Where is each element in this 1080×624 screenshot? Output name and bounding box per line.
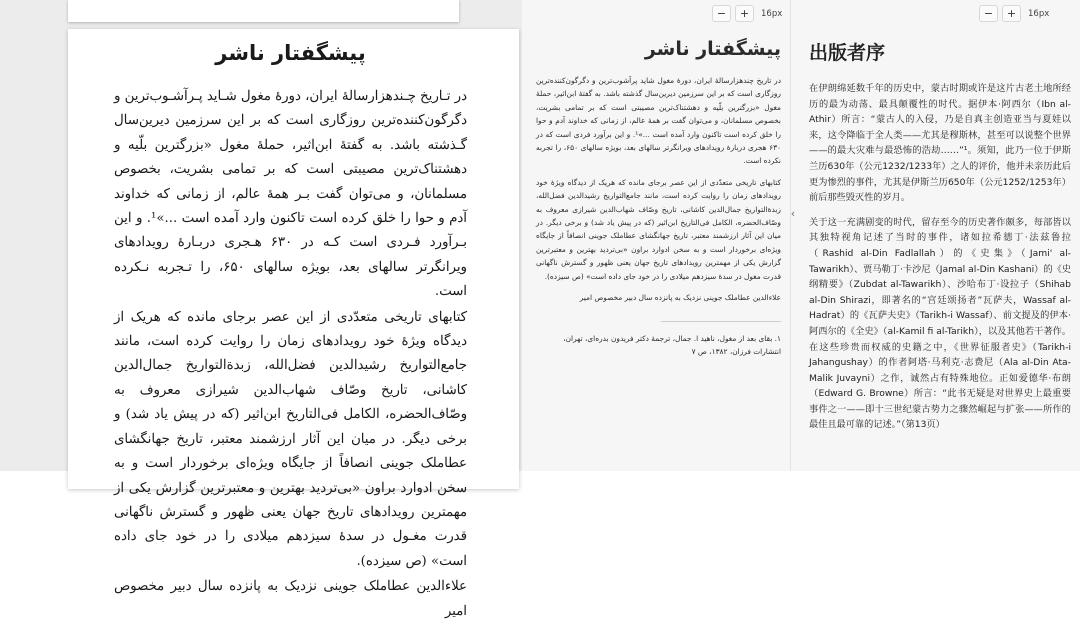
font-size-value: 16px bbox=[761, 8, 783, 19]
decrease-font-button[interactable]: − bbox=[979, 5, 998, 22]
persian-paragraph: در تاریخ چندهزارسالهٔ ایران، دورهٔ مغول شاید پرآشوب‌ترین و دگرگون‌کننده‌ترین روزگاری است که بر این سرزمین دیرین‌سال گذشته باشد. به گفتهٔ ابن‌اثیر، حملهٔ مغول «بزرگترین بلّیه و دهشتناک‌ترین مصیبتی است که بر تمامی بشریت، بخصوص مسلمانان، و می‌توان گفت بر همهٔ عالم، از زمانی که خداوند آدم و حوا را خلق کرده است تاکنون وارد آمده است ...»¹. و این برآورد فردی است که در ۶۳۰ هجری دربارهٔ رویدادهای ویرانگرتر سالهای بعد، بویژه سالهای ۶۵۰، را تجربه نکرده است. bbox=[536, 76, 782, 166]
scanned-page-viewer[interactable] bbox=[0, 0, 522, 619]
pane-splitter[interactable] bbox=[790, 0, 797, 471]
scan-page-title: پیشگفتار ناشر bbox=[215, 41, 366, 65]
decrease-font-button[interactable]: − bbox=[712, 5, 731, 22]
chinese-paragraph: 在伊朗绵延数千年的历史中，蒙古时期或许是这片古老土地所经历的最为动荡、最具颠覆性的时代。据伊本·阿西尔（Ibn al-Athir）所言：“蒙古人的入侵，乃是自真主创造亚当与夏娃以来，这令降临于全人类——尤其是穆斯林，甚至可以说整个世界——的最大灾难与最恐怖的浩劫……”¹。须知，此乃一位于伊斯兰历630年（公元1232/1233年）之人的评价，他并未亲历此后更为惨烈的事件，尤其是伊斯兰历650年（公元1252/1253年）前后那些毁灭性的岁月。 bbox=[809, 83, 1071, 204]
footnote-divider bbox=[661, 321, 781, 322]
chinese-paragraph: 关于这一充满剧变的时代，留存至今的历史著作颇多，每部皆以其独特视角记述了当时的事件，诸如拉希德丁·法兹鲁拉（Rashid al-Din Fadlallah）的《史集》（Jami' al-Tawarikh）、贾马勒丁·卡沙尼（Jamal al-Din Kashani）的《史纲精要》（Zubdat al-Tawarikh）、沙哈布丁·设拉子（Shihab al-Din Shirazi，即著名的“宫廷颂扬者”瓦萨夫，Wassaf al-Hadrat）的《瓦萨夫史》（Tarikh-i Wassaf）、前文提及的伊本·阿西尔的《全史》（al-Kamil fi al-Tarikh），以及其他若干著作。在这些珍贵而权威的史籍之中，《世界征服者史》（Tarikh-i Jahangushay）的作者阿塔·马利克·志费尼（Ala al-Din Ata-Malik Juvayni）之作，诚然占有特殊地位。正如爱德华·布朗（Edward G. Browne）所言：“此书无疑是对世界史上最重要事件之一——即十三世纪蒙古势力之骤然崛起与扩张——所作的最佳且最可靠的记述。”（第13页） bbox=[809, 216, 1071, 431]
scan-paragraph: علاءالدین عطاملک جوینی نزدیک به پانزده سال دبیر مخصوص امیر bbox=[114, 579, 467, 619]
scanned-page bbox=[68, 29, 519, 619]
chinese-content bbox=[809, 38, 1071, 433]
increase-font-button[interactable]: + bbox=[1002, 5, 1021, 22]
chinese-title: 出版者序 bbox=[809, 42, 886, 64]
persian-footnote: ۱. بقای بعد از مغول، ناهید ا. جمال، ترجمهٔ دکتر فریدون بدره‌ای، تهران، انتشارات فرزان، ۱۳۸۲، ص ۷ bbox=[563, 333, 781, 356]
persian-title: پیشگفتار ناشر bbox=[644, 38, 781, 60]
font-size-controls bbox=[712, 5, 782, 22]
font-size-value: 16px bbox=[1028, 8, 1050, 19]
chinese-translation-pane[interactable] bbox=[797, 0, 1080, 471]
persian-paragraph: کتابهای تاریخی متعدّدی از این عصر برجای مانده که هریک از دیدگاه ویژهٔ خود رویدادهای زمان را روایت کرده است، مانند جامع‌التواریخ رشیدالدین فضل‌الله، زبدةالتواریخ جمال‌الدین کاشانی، تاریخ وصّاف شهاب‌الدین شیرازی معروف به وصّاف‌الحضره، الکامل فی‌التاریخ ابن‌اثیر (که در پیش یاد شد) و برخی دیگر. در میان این آثار ارزشمند معتبر، تاریخ جهانگشای عطاملک جوینی انصافاً از جایگاه ویژه‌ای برخوردار است و به سخن ادوارد براون «بی‌تردید بهترین و معتبرترین گزارش یکی از مهمترین رویدادهای تاریخ جهان یعنی ظهور و گسترش ناگهانی قدرت مغول در سدهٔ سیزدهم میلادی را در خود جای داده است» (ص سیزده). bbox=[536, 177, 781, 281]
persian-text-pane[interactable] bbox=[522, 0, 790, 471]
persian-content bbox=[536, 38, 781, 358]
scan-paragraph: در تـاریخ چـندهزارسالهٔ ایران، دورهٔ مغول شـاید پـرآشـوب‌ترین و دگرگون‌کننده‌ترین روزگاری است که بر این سرزمین دیرین‌سال گـذشته باشد. به گفتهٔ ابن‌اثیر، حملهٔ مغول «بزرگترین بلّیه و دهشتناک‌ترین مصیبتی است که بر تمامی بشریت، بخصوص مسلمانان، و می‌توان گفت بـر همهٔ عالم، از زمانی که خداوند آدم و حوا را خلق کرده است تاکنون وارد آمده است ...»¹. و این بـرآورد فـردی است کـه در ۶۳۰ هـجری دربـارهٔ رویدادهای ویرانگرتر سالهای بعد، بویژه سالهای ۶۵۰، را تـجربه نـکرده است. bbox=[114, 89, 467, 300]
scan-paragraph: کتابهای تاریخی متعدّدی از این عصر برجای مانده که هریک از دیدگاه ویژهٔ خود رویدادهای زمان را روایت کرده است، مانند جامع‌التواریخ رشیدالدین فضل‌الله، زبدةالتواریخ جمال‌الدین کاشانی، تاریخ وصّاف شهاب‌الدین شیرازی معروف به وصّاف‌الحضره، الکامل فی‌التاریخ ابن‌اثیر (که در پیش یاد شد) و برخی دیگر. در میان این آثار ارزشمند معتبر، تاریخ جهانگشای عطاملک جوینی انصافاً از جایگاه ویژه‌ای برخوردار است و به سخن ادوارد براون «بی‌تردید بهترین و معتبرترین گزارش یکی از مهمترین رویدادهای تاریخ جهان یعنی ظهور و گسترش ناگهانی قدرت مغـول در سدهٔ سیزدهم میلادی را در خود جای داده است» (ص سیزده). bbox=[114, 309, 467, 569]
increase-font-button[interactable]: + bbox=[735, 5, 754, 22]
previous-page-edge bbox=[68, 0, 459, 22]
persian-paragraph: علاءالدین عطاملک جوینی نزدیک به پانزده سال دبیر مخصوص امیر bbox=[579, 293, 781, 303]
font-size-controls bbox=[979, 5, 1049, 22]
collapse-chevron-icon[interactable]: ‹ bbox=[790, 207, 796, 220]
